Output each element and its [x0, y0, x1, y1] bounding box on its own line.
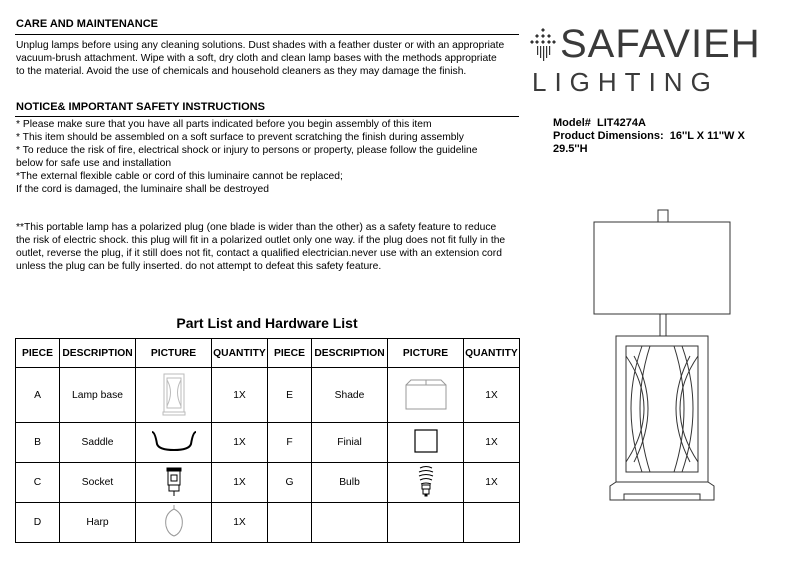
care-line: vacuum-brush attachment. Wipe with a soft, dry cloth and clean lamp bases with the methods appropriate: [16, 53, 497, 64]
bulb-icon: [415, 465, 437, 497]
quantity-cell: 1X: [464, 423, 520, 463]
picture-cell: [136, 503, 212, 543]
piece-cell: C: [16, 463, 60, 503]
care-line: to the material. Avoid the use of chemicals and household cleaners as they may damage the finish.: [16, 66, 467, 77]
column-header: QUANTITY: [464, 339, 520, 368]
notice-heading: NOTICE& IMPORTANT SAFETY INSTRUCTIONS: [16, 101, 265, 113]
column-header: QUANTITY: [212, 339, 268, 368]
quantity-cell: 1X: [464, 368, 520, 423]
model-label: Model#: [553, 117, 591, 129]
piece-cell: B: [16, 423, 60, 463]
picture-cell: [388, 463, 464, 503]
quantity-cell: 1X: [212, 463, 268, 503]
harp-icon: [162, 504, 186, 538]
notice-line: If the cord is damaged, the luminaire shall be destroyed: [16, 184, 269, 195]
quantity-cell: [464, 503, 520, 543]
safavieh-logo: [528, 22, 788, 97]
description-cell: Finial: [312, 423, 388, 463]
quantity-cell: 1X: [212, 503, 268, 543]
description-cell: Saddle: [60, 423, 136, 463]
column-header: PICTURE: [388, 339, 464, 368]
description-cell: [312, 503, 388, 543]
plug-line: unless the plug can be fully inserted. do not attempt to defeat this safety feature.: [16, 261, 382, 272]
table-header-row: [16, 339, 520, 368]
logo-sub: LIGHTING: [532, 67, 719, 97]
parts-table: [15, 338, 520, 543]
model-info: [553, 117, 793, 156]
socket-icon: [163, 465, 185, 497]
care-line: Unplug lamps before using any cleaning solutions. Dust shades with a feather duster or with an appropriate: [16, 40, 505, 51]
table-row: [16, 368, 520, 423]
notice-line: *The external flexible cable or cord of this luminaire cannot be replaced;: [16, 171, 343, 182]
description-cell: Harp: [60, 503, 136, 543]
notice-line: * Please make sure that you have all parts indicated before you begin assembly of this item: [16, 119, 432, 130]
plug-line: **This portable lamp has a polarized plug (one blade is wider than the other) as a safety feature to reduce: [16, 222, 497, 233]
plug-line: outlet, reverse the plug, if it still does not fit, contact a qualified electrician.never use with an extension cord: [16, 248, 502, 259]
picture-cell: [136, 463, 212, 503]
care-text: [16, 39, 521, 78]
dimensions-value-2: 29.5''H: [553, 143, 588, 155]
quantity-cell: 1X: [464, 463, 520, 503]
piece-cell: E: [268, 368, 312, 423]
table-row: [16, 423, 520, 463]
column-header: PIECE: [268, 339, 312, 368]
description-cell: Shade: [312, 368, 388, 423]
notice-divider: [15, 116, 519, 117]
picture-cell: [388, 423, 464, 463]
description-cell: Bulb: [312, 463, 388, 503]
lamp-base-icon: [161, 372, 187, 416]
notice-line: * To reduce the risk of fire, electrical shock or injury to persons or property, please follow the guideline: [16, 145, 478, 156]
piece-cell: F: [268, 423, 312, 463]
column-header: PICTURE: [136, 339, 212, 368]
dimensions-value: 16''L X 11''W X: [669, 130, 745, 142]
picture-cell: [136, 368, 212, 423]
column-header: PIECE: [16, 339, 60, 368]
column-header: DESCRIPTION: [60, 339, 136, 368]
piece-cell: A: [16, 368, 60, 423]
care-heading: CARE AND MAINTENANCE: [16, 18, 158, 30]
table-row: [16, 503, 520, 543]
piece-cell: [268, 503, 312, 543]
quantity-cell: 1X: [212, 368, 268, 423]
picture-cell: [136, 423, 212, 463]
model-number: LIT4274A: [597, 117, 646, 129]
column-header: DESCRIPTION: [312, 339, 388, 368]
plug-line: the risk of electric shock. this plug will fit in a polarized outlet only one way. if the plug does not fit fully in the: [16, 235, 506, 246]
piece-cell: D: [16, 503, 60, 543]
description-cell: Lamp base: [60, 368, 136, 423]
notice-line: * This item should be assembled on a soft surface to prevent scratching the finish during assembly: [16, 132, 464, 143]
piece-cell: G: [268, 463, 312, 503]
parts-title: Part List and Hardware List: [176, 315, 358, 331]
table-row: [16, 463, 520, 503]
saddle-icon: [149, 428, 199, 454]
care-divider: [15, 34, 519, 35]
lamp-illustration: [580, 208, 740, 508]
picture-cell: [388, 503, 464, 543]
quantity-cell: 1X: [212, 423, 268, 463]
description-cell: Socket: [60, 463, 136, 503]
finial-icon: [412, 427, 440, 455]
logo-brand: SAFAVIEH: [560, 22, 761, 66]
dimensions-label: Product Dimensions:: [553, 130, 664, 142]
picture-cell: [388, 368, 464, 423]
safavieh-logo-mark: [528, 28, 558, 62]
notice-text: [16, 118, 521, 196]
shade-icon: [403, 377, 449, 411]
notice-line: below for safe use and installation: [16, 158, 172, 169]
plug-text: [16, 221, 521, 273]
